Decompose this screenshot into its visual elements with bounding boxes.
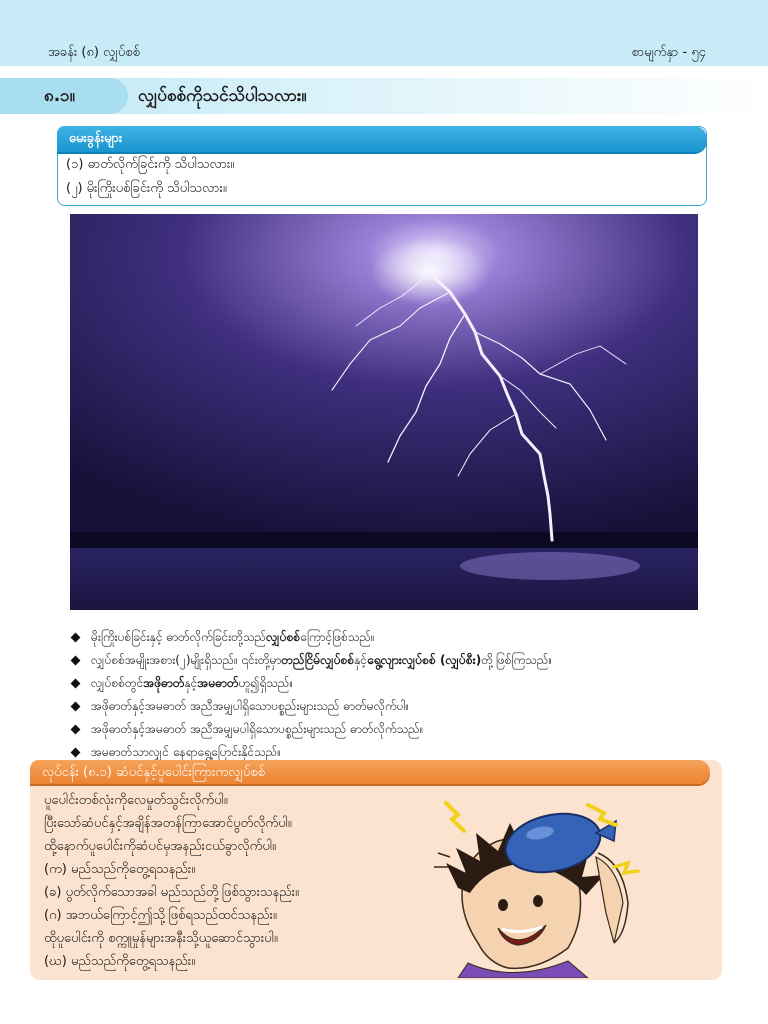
diamond-bullet-icon [71, 633, 81, 643]
diamond-bullet-icon [71, 679, 81, 689]
questions-header [57, 126, 707, 152]
section-number: ၈.၁။ [44, 86, 75, 106]
section-title: လျှပ်စစ်ကိုသင်သိပါသလား။ [138, 86, 307, 106]
activity-line: (ဂ) အဘယ်ကြောင့်ဤသို့ဖြစ်ရသည်ထင်သနည်း။ [44, 908, 277, 923]
list-item: အမဓာတ်သာလျှင် နေရာရွှေ့ပြောင်းနိုင်သည်။ [70, 741, 730, 764]
activity-line: (ခ) ပွတ်လိုက်သောအခါ မည်သည်တို့ဖြစ်သွားသနည်း။ [44, 885, 299, 900]
list-item: အဖိုဓာတ်နှင့်အမဓာတ် အညီအမျှမပါရှိသောပစ္စည်းများသည် ဓာတ်လိုက်သည်။ [70, 718, 730, 741]
activity-line: ပြီးသော်ဆံပင်နှင့်အချိန်အတန်ကြာအောင်ပွတ်လိုက်ပါ။ [44, 816, 292, 831]
activity-line: (က) မည်သည်ကိုတွေ့ရသနည်း။ [44, 862, 196, 877]
activity-header [30, 760, 710, 784]
list-item: လျှပ်စစ်တွင် အဖိုဓာတ် နှင့် အမဓာတ် ဟူ၍ရှိသည်။ [70, 672, 730, 695]
chapter-label: အခန်း (၈) လျှပ်စစ် [48, 45, 140, 60]
page-header [0, 0, 768, 66]
page-number: စာမျက်နှာ - ၅၄ [631, 45, 706, 60]
diamond-bullet-icon [71, 748, 81, 758]
question-item: (၁) ဓာတ်လိုက်ခြင်းကို သိပါသလား။ [66, 157, 235, 172]
section-title-bar [0, 78, 768, 114]
list-item: မိုးကြိုးပစ်ခြင်းနှင့် ဓာတ်လိုက်ခြင်းတို့သည် လျှပ်စစ် ကြောင့်ဖြစ်သည်။ [70, 626, 730, 649]
balloon-hair-illustration [418, 793, 648, 978]
list-item: လျှပ်စစ်အမျိုးအစား(၂)မျိုးရှိသည်။ ၎င်းတို့မှာ တည်ငြိမ်လျှပ်စစ် နှင့် ရွေ့လျားလျှပ်စစ် (လျှပ်စီး) တို့ဖြစ်ကြသည်။ [70, 649, 730, 672]
diamond-bullet-icon [71, 656, 81, 666]
activity-line: (ဃ) မည်သည်ကိုတွေ့ရသနည်း။ [44, 954, 196, 969]
diamond-bullet-icon [71, 725, 81, 735]
questions-heading: မေးခွန်းများ [69, 131, 123, 146]
diamond-bullet-icon [71, 702, 81, 712]
lightning-photo [70, 214, 698, 610]
activity-line: ထို့နောက်ပူပေါင်းကိုဆံပင်မှအနည်းငယ်ခွာလိုက်ပါ။ [44, 839, 276, 854]
question-item: (၂) မိုးကြိုးပစ်ခြင်းကို သိပါသလား။ [66, 181, 227, 196]
activity-line: ထိုပူပေါင်းကို စက္ကူမှုန်များအနီးသို့ယူဆောင်သွားပါ။ [44, 931, 278, 946]
activity-heading: လုပ်ငန်း (၈.၁) ဆံပင်နှင့်ပူပေါင်းကြားကလျှပ်စစ် [42, 765, 265, 780]
activity-line: ပူပေါင်းတစ်လုံးကိုလေမှုတ်သွင်းလိုက်ပါ။ [44, 793, 228, 808]
list-item: အဖိုဓာတ်နှင့်အမဓာတ် အညီအမျှပါရှိသောပစ္စည်းများသည် ဓာတ်မလိုက်ပါ။ [70, 695, 730, 718]
key-points-list [70, 626, 730, 764]
